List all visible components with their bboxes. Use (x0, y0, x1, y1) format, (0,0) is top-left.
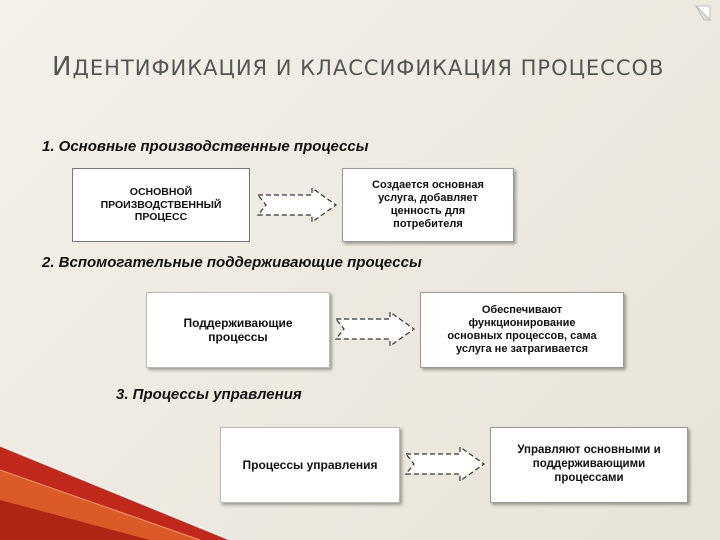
title-rest: ДЕНТИФИКАЦИЯ И КЛАССИФИКАЦИЯ ПРОЦЕССОВ (72, 56, 665, 80)
section-1-arrow-icon (256, 187, 338, 223)
section-2-right-box: Обеспечивают функционирование основных процессов, сама услуга не затрагивается (420, 292, 624, 368)
section-3-right-box: Управляют основными и поддерживающими процессами (490, 427, 688, 503)
section-1-heading: 1. Основные производственные процессы (42, 138, 369, 155)
section-1-left-box: ОСНОВНОЙ ПРОИЗВОДСТВЕННЫЙ ПРОЦЕСС (72, 168, 250, 242)
slide-title (52, 52, 692, 82)
section-3-arrow-icon (404, 446, 486, 482)
section-2-arrow-icon (334, 311, 416, 347)
section-3-heading: 3. Процессы управления (116, 386, 302, 403)
title-first-letter: И (52, 52, 73, 82)
section-2-heading: 2. Вспомогательные поддерживающие процессы (42, 254, 422, 271)
section-2-left-box: Поддерживающие процессы (146, 292, 330, 368)
section-3-left-box: Процессы управления (220, 427, 400, 503)
section-1-right-box: Создается основная услуга, добавляет ценность для потребителя (342, 168, 514, 242)
